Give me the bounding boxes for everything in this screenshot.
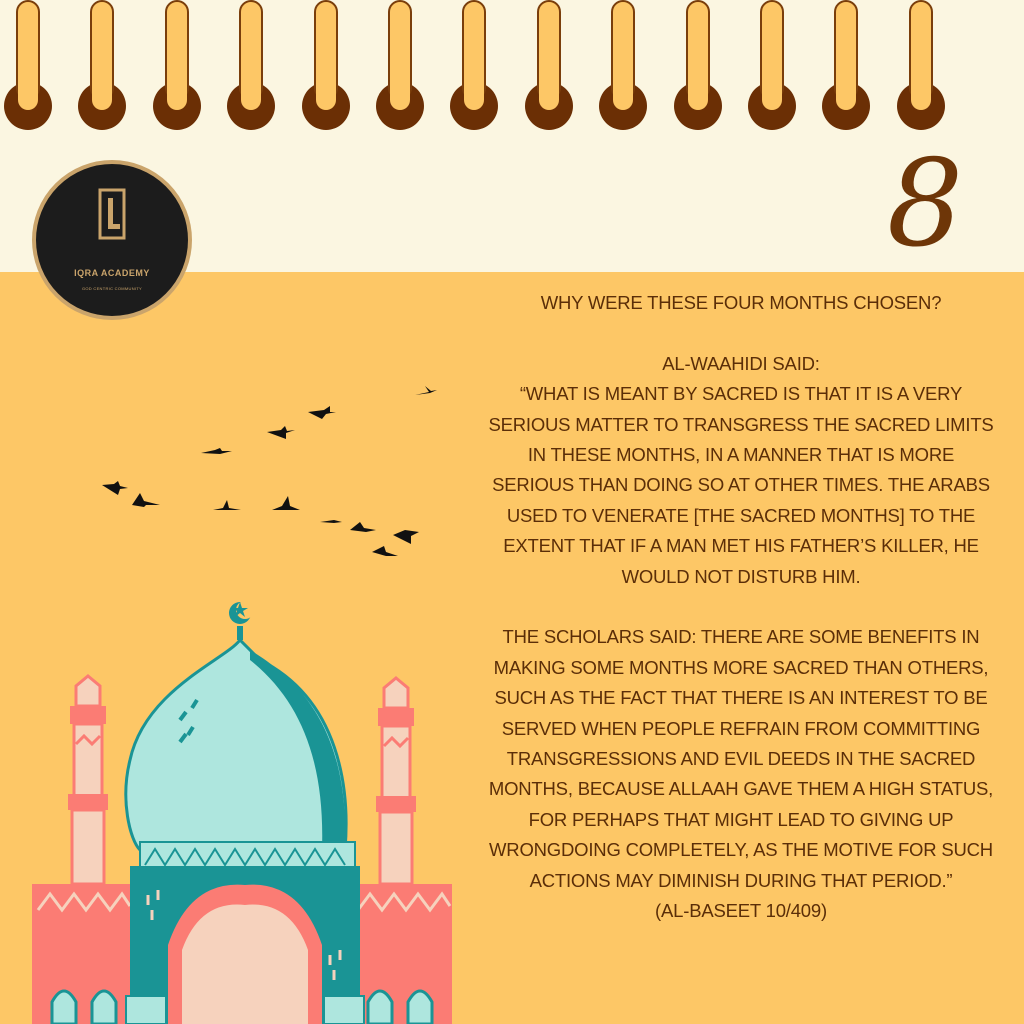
crescent-moon-icon — [229, 601, 254, 624]
article-heading: WHY WERE THESE FOUR MONTHS CHOSEN? — [540, 292, 942, 313]
quote-paragraph-1: “WHAT IS MEANT BY SACRED IS THAT IT IS A VERY SERIOUS MATTER TO TRANSGRESS THE SACRED LIMITS IN THESE MONTHS, IN A MANNER THAT IS MORE SERIOUS THAN DOING SO AT OTHER TIMES. THE ARABS USED TO VENERATE [THE SACRED MONTHS] TO THE EXTENT THAT IF A MAN MET HIS FATHER’S KILLER, HE WOULD NOT DISTURB HIM. — [488, 383, 994, 587]
binder-ring — [599, 0, 647, 130]
quote-paragraph-2: THE SCHOLARS SAID: THERE ARE SOME BENEFITS IN MAKING SOME MONTHS MORE SACRED THAN OTHERS, SUCH AS THE FACT THAT THERE IS AN INTEREST TO BE SERVED WHEN PEOPLE REFRAIN FROM COMMITTING TRANSGRESSIONS AND EVIL DEEDS IN THE SACRED MONTHS, BECAUSE ALLAAH GAVE THEM A HIGH STATUS, FOR PERHAPS THAT MIGHT LEAD TO GIVING UP WRONGDOING COMPLETELY, AS THE MOTIVE FOR SUCH ACTIONS MAY DIMINISH DURING THAT PERIOD.” — [488, 626, 994, 891]
binder-ring — [748, 0, 796, 130]
calendar-day-number: 8 — [886, 135, 964, 274]
quote-source: (AL-BASEET 10/409) — [655, 900, 827, 922]
binder-ring — [525, 0, 573, 130]
article-text — [488, 288, 994, 927]
quote-attribution: AL-WAAHIDI SAID: — [662, 352, 820, 374]
binder-ring — [822, 0, 870, 130]
binder-ring — [897, 0, 945, 130]
logo-name: IQRA ACADEMY — [74, 268, 150, 278]
binder-ring — [674, 0, 722, 130]
mosque-illustration — [0, 0, 480, 1024]
logo-tagline: GOD CENTRIC COMMUNITY — [81, 286, 143, 291]
